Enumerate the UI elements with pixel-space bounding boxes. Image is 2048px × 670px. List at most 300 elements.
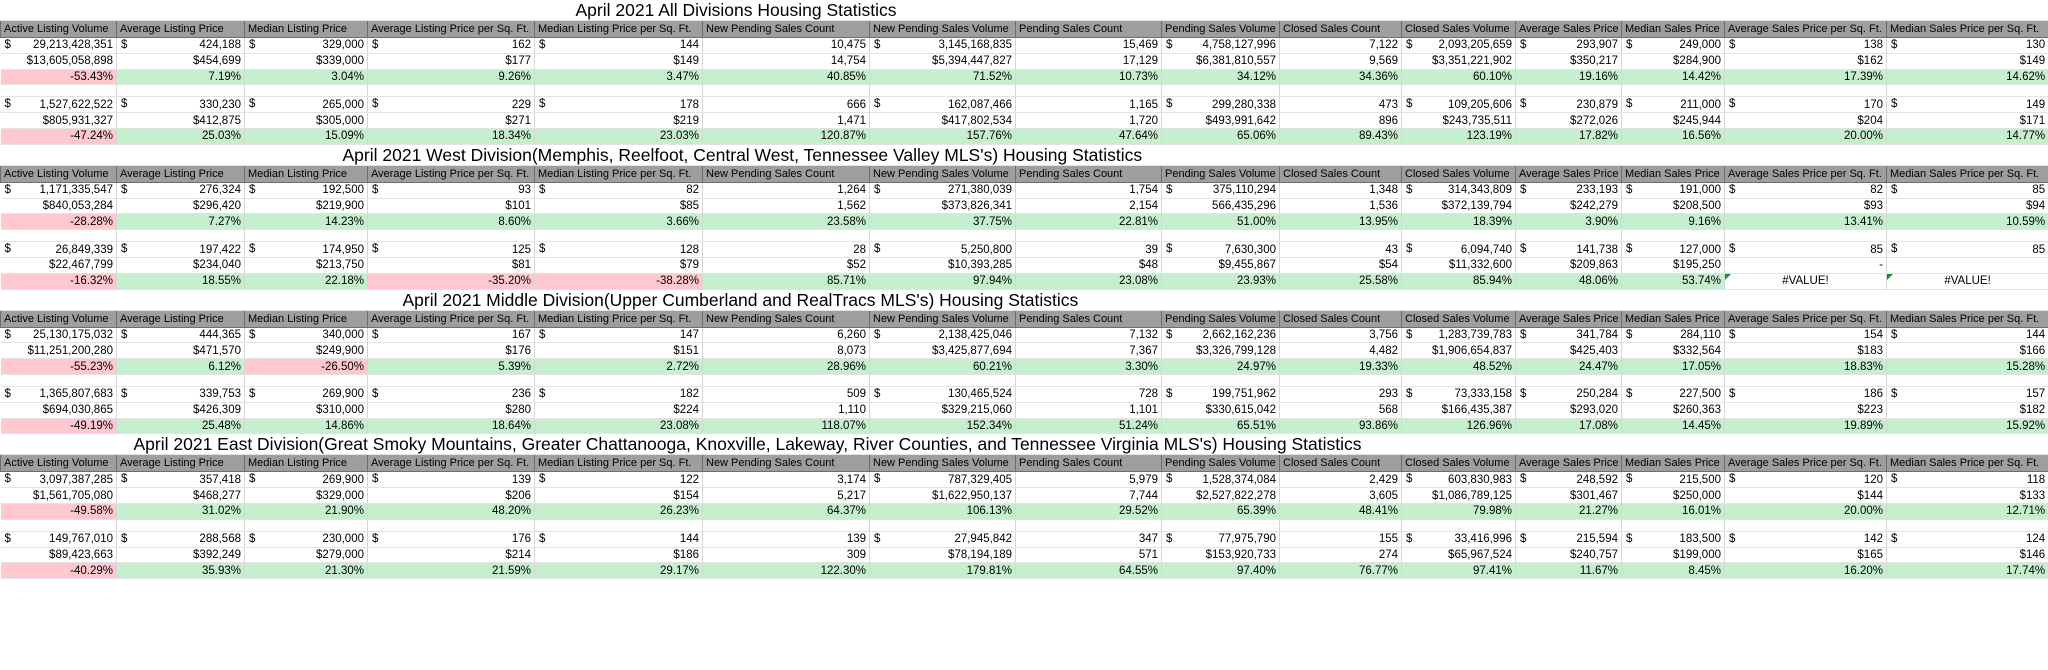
empty-cell[interactable] <box>1516 374 1622 386</box>
data-cell[interactable]: 17.82% <box>1516 128 1622 144</box>
data-cell[interactable] <box>535 182 703 198</box>
data-cell[interactable] <box>1162 38 1280 54</box>
column-header[interactable]: Median Sales Price <box>1622 21 1725 38</box>
data-cell[interactable] <box>1725 327 1887 343</box>
data-cell[interactable]: 18.55% <box>117 273 245 289</box>
data-cell[interactable]: 37.75% <box>870 214 1016 230</box>
empty-cell[interactable] <box>1402 85 1516 97</box>
empty-cell[interactable] <box>535 374 703 386</box>
data-cell[interactable]: $301,467 <box>1516 488 1622 504</box>
data-cell[interactable] <box>1402 97 1516 113</box>
data-cell[interactable]: 571 <box>1016 547 1162 563</box>
data-cell[interactable]: 60.10% <box>1402 69 1516 85</box>
title-cell[interactable] <box>1 434 2048 455</box>
empty-cell[interactable] <box>870 519 1016 531</box>
data-cell[interactable]: $243,735,511 <box>1402 113 1516 129</box>
empty-cell[interactable] <box>870 85 1016 97</box>
data-cell[interactable] <box>870 242 1016 258</box>
data-cell[interactable] <box>535 386 703 402</box>
data-cell[interactable] <box>870 327 1016 343</box>
data-cell[interactable] <box>1162 472 1280 488</box>
data-cell[interactable] <box>535 38 703 54</box>
data-cell[interactable]: 155 <box>1280 531 1402 547</box>
data-cell[interactable] <box>1516 386 1622 402</box>
data-cell[interactable] <box>1622 472 1725 488</box>
data-cell[interactable]: $219,900 <box>245 198 368 214</box>
data-cell[interactable] <box>1 97 117 113</box>
data-cell[interactable]: $392,249 <box>117 547 245 563</box>
empty-cell[interactable] <box>1725 374 1887 386</box>
data-cell[interactable] <box>1622 242 1725 258</box>
column-header[interactable]: Pending Sales Count <box>1016 21 1162 38</box>
data-cell[interactable]: 1,754 <box>1016 182 1162 198</box>
data-cell[interactable]: 39 <box>1016 242 1162 258</box>
data-cell[interactable]: 24.97% <box>1162 359 1280 375</box>
data-cell[interactable]: $3,425,877,694 <box>870 343 1016 359</box>
column-header[interactable]: Closed Sales Volume <box>1402 310 1516 327</box>
data-cell[interactable]: 568 <box>1280 402 1402 418</box>
data-cell[interactable]: 274 <box>1280 547 1402 563</box>
data-cell[interactable]: 2.72% <box>535 359 703 375</box>
data-cell[interactable]: 17.74% <box>1887 563 2048 579</box>
data-cell[interactable]: $1,622,950,137 <box>870 488 1016 504</box>
data-cell[interactable]: $182 <box>1887 402 2048 418</box>
data-cell[interactable] <box>1162 97 1280 113</box>
data-cell[interactable] <box>1402 386 1516 402</box>
data-cell[interactable] <box>117 97 245 113</box>
data-cell[interactable]: $48 <box>1016 257 1162 273</box>
data-cell[interactable] <box>245 327 368 343</box>
column-header[interactable]: Average Listing Price per Sq. Ft. <box>368 21 535 38</box>
data-cell[interactable]: 23.93% <box>1162 273 1280 289</box>
data-cell[interactable]: 1,165 <box>1016 97 1162 113</box>
data-cell[interactable]: $146 <box>1887 547 2048 563</box>
data-cell[interactable] <box>535 472 703 488</box>
empty-cell[interactable] <box>535 519 703 531</box>
empty-cell[interactable] <box>703 519 870 531</box>
data-cell[interactable]: 23.58% <box>703 214 870 230</box>
data-cell[interactable]: 79.98% <box>1402 503 1516 519</box>
data-cell[interactable]: 2,154 <box>1016 198 1162 214</box>
data-cell[interactable]: 3.47% <box>535 69 703 85</box>
data-cell[interactable]: 9,569 <box>1280 53 1402 69</box>
data-cell[interactable]: $176 <box>368 343 535 359</box>
data-cell[interactable]: 7.19% <box>117 69 245 85</box>
data-cell[interactable] <box>368 242 535 258</box>
data-cell[interactable]: $245,944 <box>1622 113 1725 129</box>
data-cell[interactable]: 85.71% <box>703 273 870 289</box>
data-cell[interactable]: 53.74% <box>1622 273 1725 289</box>
data-cell[interactable]: $195,250 <box>1622 257 1725 273</box>
data-cell[interactable]: 25.48% <box>117 418 245 434</box>
empty-cell[interactable] <box>703 230 870 242</box>
empty-cell[interactable] <box>245 85 368 97</box>
empty-cell[interactable] <box>1887 374 2048 386</box>
data-cell[interactable]: 13.41% <box>1725 214 1887 230</box>
column-header[interactable]: Average Listing Price <box>117 310 245 327</box>
data-cell[interactable] <box>1 182 117 198</box>
data-cell[interactable] <box>870 386 1016 402</box>
data-cell[interactable]: $1,906,654,837 <box>1402 343 1516 359</box>
data-cell[interactable]: $94 <box>1887 198 2048 214</box>
data-cell[interactable] <box>1402 182 1516 198</box>
data-cell[interactable]: $272,026 <box>1516 113 1622 129</box>
data-cell[interactable] <box>1887 386 2048 402</box>
data-cell[interactable]: 19.33% <box>1280 359 1402 375</box>
data-cell[interactable]: 25.58% <box>1280 273 1402 289</box>
column-header[interactable]: Pending Sales Volume <box>1162 21 1280 38</box>
data-cell[interactable]: $85 <box>535 198 703 214</box>
data-cell[interactable]: 21.27% <box>1516 503 1622 519</box>
column-header[interactable]: Average Sales Price per Sq. Ft. <box>1725 310 1887 327</box>
data-cell[interactable]: 7,122 <box>1280 38 1402 54</box>
data-cell[interactable]: 7,744 <box>1016 488 1162 504</box>
column-header[interactable]: New Pending Sales Volume <box>870 21 1016 38</box>
data-cell[interactable]: $219 <box>535 113 703 129</box>
data-cell[interactable]: -16.32% <box>1 273 117 289</box>
data-cell[interactable] <box>1402 38 1516 54</box>
data-cell[interactable] <box>1887 273 2048 289</box>
data-cell[interactable] <box>368 182 535 198</box>
data-cell[interactable]: $199,000 <box>1622 547 1725 563</box>
data-cell[interactable]: 118.07% <box>703 418 870 434</box>
data-cell[interactable] <box>1516 327 1622 343</box>
data-cell[interactable]: $425,403 <box>1516 343 1622 359</box>
data-cell[interactable]: 93.86% <box>1280 418 1402 434</box>
data-cell[interactable] <box>1622 38 1725 54</box>
empty-cell[interactable] <box>1887 230 2048 242</box>
data-cell[interactable]: 21.30% <box>245 563 368 579</box>
data-cell[interactable]: 13.95% <box>1280 214 1402 230</box>
data-cell[interactable]: $471,570 <box>117 343 245 359</box>
column-header[interactable]: Closed Sales Volume <box>1402 165 1516 182</box>
data-cell[interactable]: $249,900 <box>245 343 368 359</box>
data-cell[interactable]: 18.39% <box>1402 214 1516 230</box>
data-cell[interactable] <box>1402 242 1516 258</box>
empty-cell[interactable] <box>117 519 245 531</box>
data-cell[interactable] <box>1725 182 1887 198</box>
column-header[interactable]: Active Listing Volume <box>1 455 117 472</box>
empty-cell[interactable] <box>1280 374 1402 386</box>
data-cell[interactable]: $412,875 <box>117 113 245 129</box>
column-header[interactable]: Median Listing Price per Sq. Ft. <box>535 455 703 472</box>
data-cell[interactable] <box>1 38 117 54</box>
data-cell[interactable]: 293 <box>1280 386 1402 402</box>
data-cell[interactable]: $186 <box>535 547 703 563</box>
data-cell[interactable]: $11,332,600 <box>1402 257 1516 273</box>
data-cell[interactable] <box>870 182 1016 198</box>
data-cell[interactable]: 9.26% <box>368 69 535 85</box>
column-header[interactable]: Average Listing Price per Sq. Ft. <box>368 165 535 182</box>
empty-cell[interactable] <box>1622 85 1725 97</box>
empty-cell[interactable] <box>1280 230 1402 242</box>
data-cell[interactable]: 1,264 <box>703 182 870 198</box>
data-cell[interactable]: $214 <box>368 547 535 563</box>
data-cell[interactable]: 5,217 <box>703 488 870 504</box>
data-cell[interactable]: $153,920,733 <box>1162 547 1280 563</box>
data-cell[interactable]: 896 <box>1280 113 1402 129</box>
data-cell[interactable] <box>368 531 535 547</box>
data-cell[interactable]: $840,053,284 <box>1 198 117 214</box>
column-header[interactable]: Active Listing Volume <box>1 310 117 327</box>
column-header[interactable]: Average Listing Price <box>117 165 245 182</box>
data-cell[interactable]: $284,900 <box>1622 53 1725 69</box>
data-cell[interactable]: 139 <box>703 531 870 547</box>
data-cell[interactable]: 48.20% <box>368 503 535 519</box>
empty-cell[interactable] <box>1280 519 1402 531</box>
data-cell[interactable]: 28 <box>703 242 870 258</box>
data-cell[interactable]: -53.43% <box>1 69 117 85</box>
data-cell[interactable] <box>117 327 245 343</box>
data-cell[interactable]: $166,435,387 <box>1402 402 1516 418</box>
empty-cell[interactable] <box>535 230 703 242</box>
data-cell[interactable]: $1,086,789,125 <box>1402 488 1516 504</box>
data-cell[interactable] <box>1162 327 1280 343</box>
data-cell[interactable] <box>1402 531 1516 547</box>
data-cell[interactable]: 16.20% <box>1725 563 1887 579</box>
data-cell[interactable]: $372,139,794 <box>1402 198 1516 214</box>
column-header[interactable]: Median Sales Price per Sq. Ft. <box>1887 455 2048 472</box>
data-cell[interactable]: 347 <box>1016 531 1162 547</box>
data-cell[interactable]: 18.34% <box>368 128 535 144</box>
data-cell[interactable]: 65.06% <box>1162 128 1280 144</box>
data-cell[interactable]: 29.52% <box>1016 503 1162 519</box>
empty-cell[interactable] <box>1516 519 1622 531</box>
data-cell[interactable]: $417,802,534 <box>870 113 1016 129</box>
data-cell[interactable]: $1,561,705,080 <box>1 488 117 504</box>
data-cell[interactable]: 1,720 <box>1016 113 1162 129</box>
data-cell[interactable]: $149 <box>1887 53 2048 69</box>
data-cell[interactable]: $165 <box>1725 547 1887 563</box>
data-cell[interactable]: 309 <box>703 547 870 563</box>
empty-cell[interactable] <box>1725 230 1887 242</box>
empty-cell[interactable] <box>1402 374 1516 386</box>
data-cell[interactable] <box>1 327 117 343</box>
data-cell[interactable] <box>1725 97 1887 113</box>
data-cell[interactable] <box>870 97 1016 113</box>
data-cell[interactable]: 14.45% <box>1622 418 1725 434</box>
column-header[interactable]: Pending Sales Volume <box>1162 310 1280 327</box>
data-cell[interactable] <box>1622 97 1725 113</box>
column-header[interactable]: Closed Sales Volume <box>1402 455 1516 472</box>
data-cell[interactable]: 18.83% <box>1725 359 1887 375</box>
data-cell[interactable] <box>117 38 245 54</box>
data-cell[interactable]: 10,475 <box>703 38 870 54</box>
empty-cell[interactable] <box>1 519 117 531</box>
data-cell[interactable]: 15,469 <box>1016 38 1162 54</box>
data-cell[interactable] <box>117 182 245 198</box>
data-cell[interactable] <box>245 531 368 547</box>
column-header[interactable]: Pending Sales Count <box>1016 165 1162 182</box>
data-cell[interactable]: 65.39% <box>1162 503 1280 519</box>
data-cell[interactable]: 14,754 <box>703 53 870 69</box>
column-header[interactable]: Closed Sales Count <box>1280 21 1402 38</box>
column-header[interactable]: Average Sales Price per Sq. Ft. <box>1725 165 1887 182</box>
data-cell[interactable]: 728 <box>1016 386 1162 402</box>
data-cell[interactable] <box>1725 531 1887 547</box>
data-cell[interactable]: 47.64% <box>1016 128 1162 144</box>
data-cell[interactable]: 2,429 <box>1280 472 1402 488</box>
data-cell[interactable]: $224 <box>535 402 703 418</box>
empty-cell[interactable] <box>245 374 368 386</box>
data-cell[interactable]: 48.41% <box>1280 503 1402 519</box>
data-cell[interactable]: 34.36% <box>1280 69 1402 85</box>
data-cell[interactable]: 76.77% <box>1280 563 1402 579</box>
data-cell[interactable]: $293,020 <box>1516 402 1622 418</box>
data-cell[interactable]: $183 <box>1725 343 1887 359</box>
column-header[interactable]: Average Listing Price per Sq. Ft. <box>368 310 535 327</box>
data-cell[interactable] <box>535 97 703 113</box>
data-cell[interactable]: 126.96% <box>1402 418 1516 434</box>
empty-cell[interactable] <box>1162 374 1280 386</box>
column-header[interactable]: Closed Sales Volume <box>1402 21 1516 38</box>
column-header[interactable]: Average Sales Price per Sq. Ft. <box>1725 21 1887 38</box>
data-cell[interactable]: $454,699 <box>117 53 245 69</box>
data-cell[interactable]: 7,367 <box>1016 343 1162 359</box>
data-cell[interactable] <box>1725 273 1887 289</box>
data-cell[interactable]: $209,863 <box>1516 257 1622 273</box>
column-header[interactable]: Median Sales Price <box>1622 165 1725 182</box>
column-header[interactable]: Active Listing Volume <box>1 21 117 38</box>
data-cell[interactable]: $426,309 <box>117 402 245 418</box>
empty-cell[interactable] <box>703 374 870 386</box>
data-cell[interactable]: 71.52% <box>870 69 1016 85</box>
data-cell[interactable]: 3,605 <box>1280 488 1402 504</box>
column-header[interactable]: Pending Sales Count <box>1016 310 1162 327</box>
data-cell[interactable] <box>1725 38 1887 54</box>
data-cell[interactable] <box>1887 242 2048 258</box>
data-cell[interactable] <box>117 472 245 488</box>
data-cell[interactable]: $5,394,447,827 <box>870 53 1016 69</box>
empty-cell[interactable] <box>870 230 1016 242</box>
column-header[interactable]: Average Listing Price <box>117 21 245 38</box>
data-cell[interactable]: $151 <box>535 343 703 359</box>
data-cell[interactable]: $493,991,642 <box>1162 113 1280 129</box>
data-cell[interactable] <box>1887 38 2048 54</box>
data-cell[interactable]: 17.39% <box>1725 69 1887 85</box>
data-cell[interactable]: 1,471 <box>703 113 870 129</box>
data-cell[interactable]: 1,536 <box>1280 198 1402 214</box>
data-cell[interactable]: 43 <box>1280 242 1402 258</box>
data-cell[interactable]: $6,381,810,557 <box>1162 53 1280 69</box>
data-cell[interactable]: $3,351,221,902 <box>1402 53 1516 69</box>
data-cell[interactable]: 152.34% <box>870 418 1016 434</box>
empty-cell[interactable] <box>245 519 368 531</box>
column-header[interactable]: Average Sales Price <box>1516 21 1622 38</box>
data-cell[interactable]: 23.08% <box>535 418 703 434</box>
column-header[interactable]: Pending Sales Volume <box>1162 165 1280 182</box>
empty-cell[interactable] <box>1887 519 2048 531</box>
data-cell[interactable]: 8.45% <box>1622 563 1725 579</box>
empty-cell[interactable] <box>1622 374 1725 386</box>
empty-cell[interactable] <box>1016 374 1162 386</box>
data-cell[interactable] <box>245 386 368 402</box>
data-cell[interactable]: 106.13% <box>870 503 1016 519</box>
data-cell[interactable]: 22.81% <box>1016 214 1162 230</box>
data-cell[interactable]: $78,194,189 <box>870 547 1016 563</box>
data-cell[interactable] <box>1622 182 1725 198</box>
column-header[interactable]: Median Listing Price <box>245 165 368 182</box>
data-cell[interactable]: 3.04% <box>245 69 368 85</box>
data-cell[interactable] <box>1 531 117 547</box>
column-header[interactable]: Median Sales Price per Sq. Ft. <box>1887 310 2048 327</box>
data-cell[interactable] <box>1725 472 1887 488</box>
data-cell[interactable]: 17.08% <box>1516 418 1622 434</box>
data-cell[interactable]: $271 <box>368 113 535 129</box>
data-cell[interactable]: 3.66% <box>535 214 703 230</box>
empty-cell[interactable] <box>1016 230 1162 242</box>
data-cell[interactable]: 51.24% <box>1016 418 1162 434</box>
data-cell[interactable]: 64.37% <box>703 503 870 519</box>
empty-cell[interactable] <box>1162 85 1280 97</box>
data-cell[interactable] <box>1887 472 2048 488</box>
data-cell[interactable]: 7.27% <box>117 214 245 230</box>
data-cell[interactable] <box>368 472 535 488</box>
data-cell[interactable] <box>1887 182 2048 198</box>
empty-cell[interactable] <box>1622 519 1725 531</box>
empty-cell[interactable] <box>870 374 1016 386</box>
data-cell[interactable]: -40.29% <box>1 563 117 579</box>
data-cell[interactable] <box>245 472 368 488</box>
data-cell[interactable]: 5.39% <box>368 359 535 375</box>
data-cell[interactable] <box>1162 242 1280 258</box>
empty-cell[interactable] <box>1 230 117 242</box>
empty-cell[interactable] <box>1516 85 1622 97</box>
data-cell[interactable]: 15.92% <box>1887 418 2048 434</box>
data-cell[interactable]: 85.94% <box>1402 273 1516 289</box>
title-cell[interactable] <box>1 289 2048 310</box>
data-cell[interactable] <box>1622 386 1725 402</box>
data-cell[interactable]: 97.94% <box>870 273 1016 289</box>
data-cell[interactable] <box>1622 531 1725 547</box>
data-cell[interactable]: $149 <box>535 53 703 69</box>
data-cell[interactable]: 89.43% <box>1280 128 1402 144</box>
title-cell[interactable] <box>1 0 2048 21</box>
data-cell[interactable] <box>245 38 368 54</box>
column-header[interactable]: Median Listing Price <box>245 310 368 327</box>
empty-cell[interactable] <box>1402 519 1516 531</box>
column-header[interactable]: Median Listing Price <box>245 21 368 38</box>
empty-cell[interactable] <box>117 230 245 242</box>
column-header[interactable]: Pending Sales Volume <box>1162 455 1280 472</box>
data-cell[interactable]: 9.16% <box>1622 214 1725 230</box>
data-cell[interactable] <box>1887 531 2048 547</box>
data-cell[interactable]: 25.03% <box>117 128 245 144</box>
data-cell[interactable]: - <box>1725 257 1887 273</box>
data-cell[interactable]: 1,101 <box>1016 402 1162 418</box>
data-cell[interactable]: -47.24% <box>1 128 117 144</box>
column-header[interactable]: New Pending Sales Count <box>703 21 870 38</box>
column-header[interactable]: New Pending Sales Count <box>703 165 870 182</box>
data-cell[interactable]: 17.05% <box>1622 359 1725 375</box>
data-cell[interactable]: $162 <box>1725 53 1887 69</box>
data-cell[interactable]: 35.93% <box>117 563 245 579</box>
data-cell[interactable]: -49.58% <box>1 503 117 519</box>
data-cell[interactable]: $208,500 <box>1622 198 1725 214</box>
column-header[interactable]: Median Sales Price per Sq. Ft. <box>1887 165 2048 182</box>
column-header[interactable]: Average Listing Price <box>117 455 245 472</box>
empty-cell[interactable] <box>1162 230 1280 242</box>
column-header[interactable]: Median Listing Price per Sq. Ft. <box>535 21 703 38</box>
data-cell[interactable]: 65.51% <box>1162 418 1280 434</box>
empty-cell[interactable] <box>1725 85 1887 97</box>
data-cell[interactable]: 17,129 <box>1016 53 1162 69</box>
empty-cell[interactable] <box>1 374 117 386</box>
data-cell[interactable] <box>1516 182 1622 198</box>
data-cell[interactable]: $2,527,822,278 <box>1162 488 1280 504</box>
empty-cell[interactable] <box>368 519 535 531</box>
data-cell[interactable]: 7,132 <box>1016 327 1162 343</box>
